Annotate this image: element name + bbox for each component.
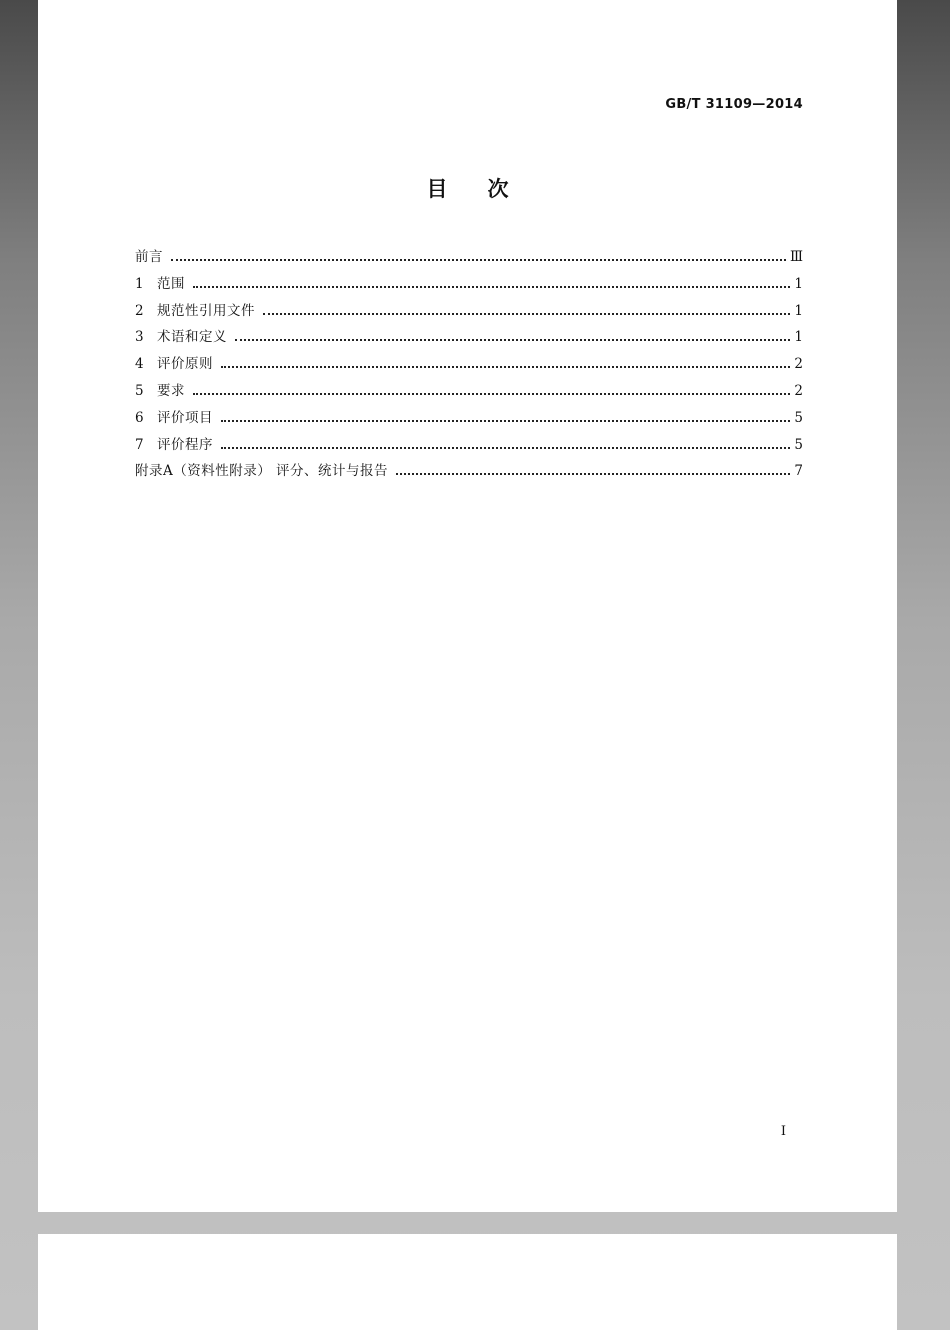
toc-entry-evaluation-items[interactable] (135, 406, 803, 433)
toc-entry-number: 3 (135, 329, 144, 346)
leader-dots (221, 447, 790, 449)
toc-entry-normative-references[interactable] (135, 299, 803, 326)
toc-entry-scope[interactable] (135, 272, 803, 299)
page-number: I (780, 1124, 786, 1139)
toc-entry-label: 术语和定义 (157, 329, 227, 346)
toc-title-char: 次 (487, 177, 509, 201)
toc-entry-label: 前言 (135, 249, 163, 265)
document-page (38, 0, 897, 1212)
leader-dots (221, 420, 790, 422)
leader-dots (193, 393, 790, 395)
toc-entry-label: 评价原则 (157, 356, 213, 373)
next-document-page (38, 1234, 897, 1330)
toc-entry-label: 范围 (157, 275, 185, 292)
toc-title-char: 目 (426, 177, 448, 201)
toc-entry-page: 5 (794, 436, 803, 453)
toc-entry-label: 规范性引用文件 (157, 302, 255, 319)
leader-dots (193, 286, 790, 288)
toc-entry-terms-definitions[interactable] (135, 325, 803, 352)
toc-entry-page: 7 (794, 463, 803, 480)
leader-dots (221, 366, 790, 368)
toc-entry-evaluation-procedure[interactable] (135, 433, 803, 460)
toc-entry-requirements[interactable] (135, 379, 803, 406)
leader-dots (171, 259, 786, 261)
toc-entry-evaluation-principles[interactable] (135, 352, 803, 379)
toc-entry-page: 1 (794, 329, 803, 346)
leader-dots (235, 339, 790, 341)
toc-entry-page: 1 (794, 275, 803, 292)
toc-entry-label: 附录A（资料性附录） 评分、统计与报告 (135, 463, 389, 480)
leader-dots (396, 473, 790, 475)
toc-list (135, 245, 803, 486)
toc-entry-number: 6 (135, 409, 144, 426)
standard-code: GB/T 31109—2014 (665, 97, 803, 112)
toc-entry-label: 要求 (157, 382, 185, 399)
toc-entry-number: 5 (135, 382, 144, 399)
toc-title (38, 173, 897, 203)
toc-entry-label: 评价项目 (157, 409, 213, 426)
toc-entry-number: 4 (135, 356, 144, 373)
toc-entry-number: 1 (135, 275, 144, 292)
toc-entry-label: 评价程序 (157, 436, 213, 453)
toc-entry-page: 2 (794, 356, 803, 373)
toc-entry-page: 1 (794, 302, 803, 319)
toc-entry-number: 2 (135, 302, 144, 319)
toc-entry-page: 5 (794, 409, 803, 426)
leader-dots (263, 313, 790, 315)
toc-entry-annex-a[interactable] (135, 459, 803, 486)
toc-entry-page: 2 (794, 382, 803, 399)
toc-entry-foreword[interactable] (135, 245, 803, 272)
toc-entry-page: Ⅲ (789, 249, 803, 265)
toc-entry-number: 7 (135, 436, 144, 453)
